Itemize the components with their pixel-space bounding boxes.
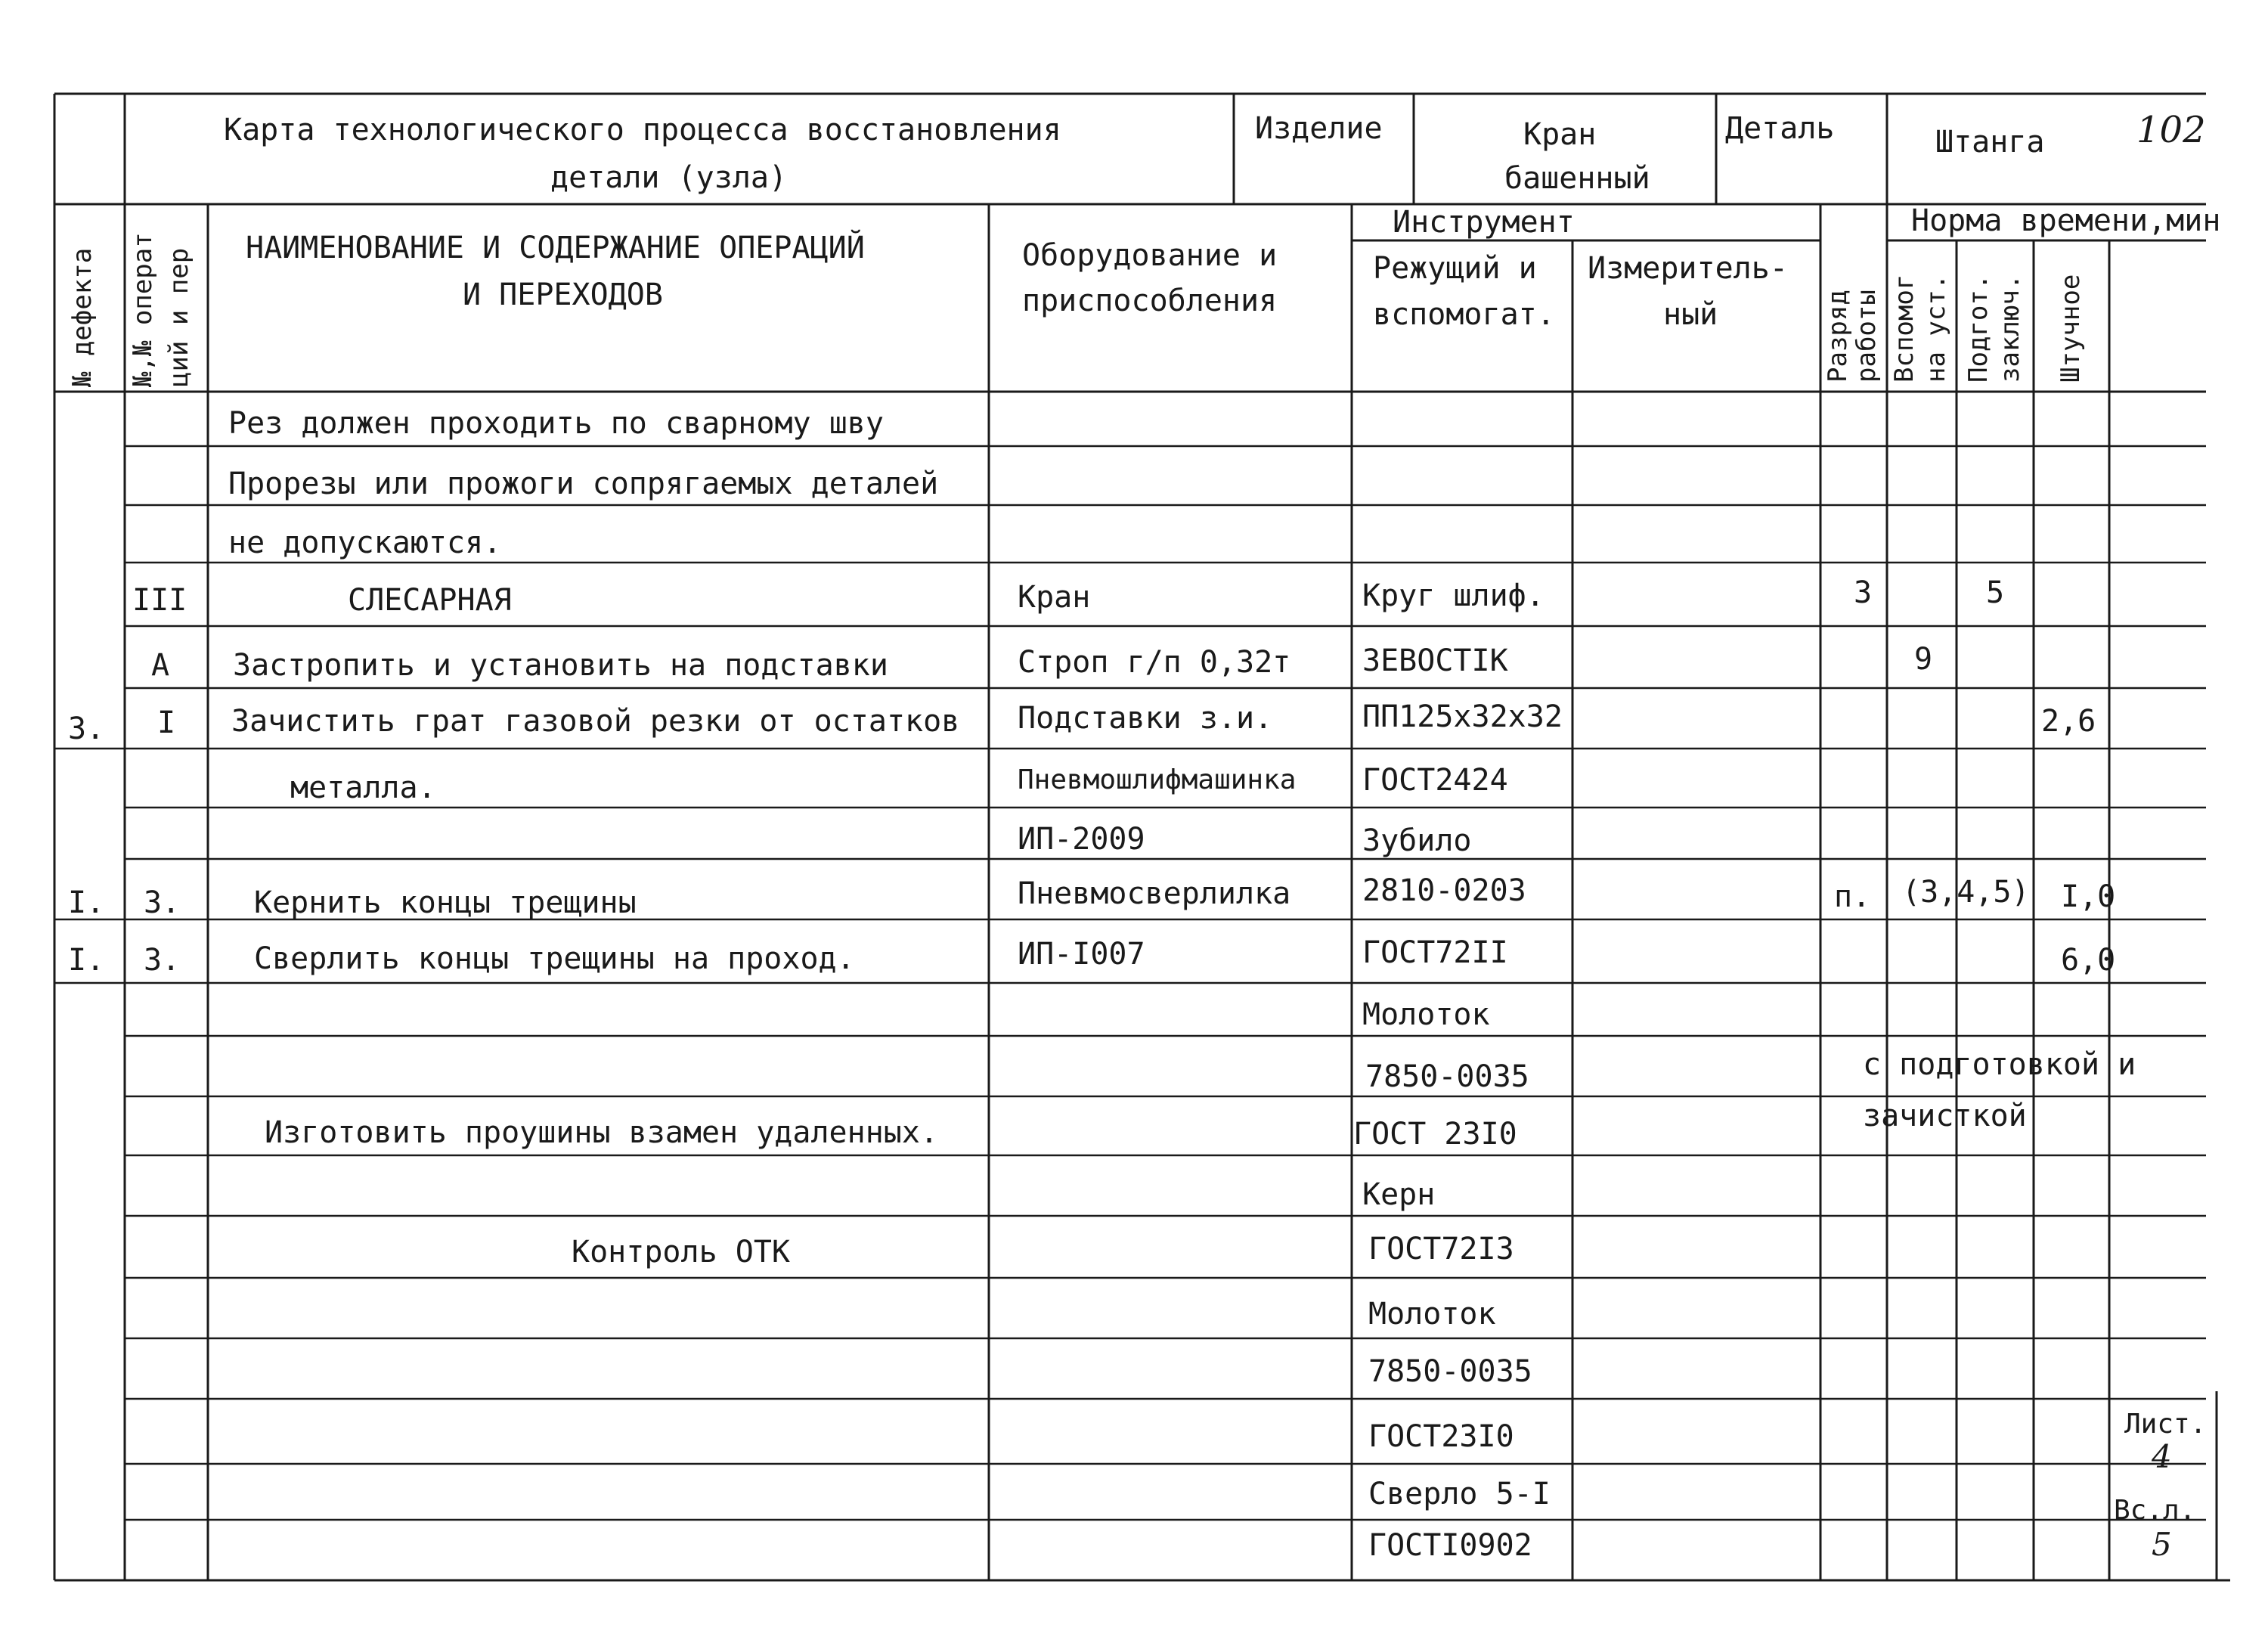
row-equipment: Кран xyxy=(1018,580,1091,615)
row-defect-no: I. xyxy=(68,885,105,920)
row-tool: 2810-0203 xyxy=(1362,873,1526,908)
row-name: Контроль ОТК xyxy=(572,1235,790,1270)
product-value-line1: Кран xyxy=(1523,117,1597,152)
col-defect-no: № дефекта xyxy=(67,247,98,387)
row-tool: ПП125х32х32 xyxy=(1362,699,1563,734)
row-name: Кернить концы трещины xyxy=(254,885,637,920)
row-name: Рез должен проходить по сварному шву xyxy=(228,406,884,441)
row-grade: п. xyxy=(1834,879,1871,914)
row-prep: 5 xyxy=(1986,575,2005,610)
col-equipment-line2: приспособления xyxy=(1022,284,1278,318)
col-tool-group: Инструмент xyxy=(1393,205,1575,240)
row-name: Изготовить проушины взамен удаленных. xyxy=(265,1115,939,1150)
col-name-line2: И ПЕРЕХОДОВ xyxy=(463,277,663,312)
col-time-norm: Норма времени,мин xyxy=(1911,203,2221,238)
product-value-line2: башенный xyxy=(1504,161,1650,196)
row-op-no: I xyxy=(157,705,176,740)
row-piece: I,0 xyxy=(2061,879,2116,914)
time-note-line1: с подготовкой и xyxy=(1863,1047,2136,1082)
row-tool: Круг шлиф. xyxy=(1362,578,1545,613)
col-measuring-line1: Измеритель- xyxy=(1588,251,1788,286)
row-tool: Молоток xyxy=(1362,997,1490,1032)
col-prep-line2: заключ. xyxy=(1995,274,2025,383)
col-grade-line1: Разряд xyxy=(1823,290,1853,383)
part-value: Штанга xyxy=(1935,125,2045,160)
col-name-line1: НАИМЕНОВАНИЕ И СОДЕРЖАНИЕ ОПЕРАЦИЙ xyxy=(246,231,865,265)
row-tool: 7850-0035 xyxy=(1365,1059,1529,1094)
col-grade-line2: работы xyxy=(1851,290,1882,383)
col-measuring-line2: ный xyxy=(1663,297,1718,332)
card-title-line2: детали (узла) xyxy=(550,160,788,195)
total-sheets-value: 5 xyxy=(2152,1526,2172,1563)
row-tool: Молоток xyxy=(1368,1297,1496,1332)
row-tool: ГОСТI0902 xyxy=(1368,1528,1532,1563)
row-tool: ГОСТ72II xyxy=(1362,935,1508,970)
row-tool: Зубило xyxy=(1362,823,1472,858)
row-name: Застропить и установить на подставки xyxy=(233,648,888,683)
row-op-no: 3. xyxy=(144,943,181,978)
row-piece: 2,6 xyxy=(2041,704,2096,739)
row-equipment: Строп г/п 0,32т xyxy=(1018,645,1291,680)
row-name: не допускаются. xyxy=(228,525,502,560)
total-sheets-label: Вс.л. xyxy=(2114,1495,2196,1526)
row-tool: ЗЕВОСТIК xyxy=(1362,643,1508,678)
row-grade: 3 xyxy=(1854,575,1873,610)
col-equipment-line1: Оборудование и xyxy=(1022,238,1278,273)
sheet-value: 4 xyxy=(2152,1438,2172,1475)
page-number: 102 xyxy=(2136,109,2206,151)
row-equipment: ИП-2009 xyxy=(1018,822,1145,857)
row-tool: ГОСТ72I3 xyxy=(1368,1232,1514,1266)
col-piece-time: Штучное xyxy=(2056,274,2086,383)
col-aux-line2: на уст. xyxy=(1921,274,1951,383)
row-name: Зачистить грат газовой резки от остатков xyxy=(231,704,960,739)
row-equipment: Подставки з.и. xyxy=(1018,701,1273,736)
sheet-label: Лист. xyxy=(2124,1409,2207,1440)
col-aux-line1: Вспомог xyxy=(1889,274,1919,383)
row-name: Прорезы или прожоги сопрягаемых деталей xyxy=(228,467,939,501)
row-name: СЛЕСАРНАЯ xyxy=(348,583,512,618)
col-op-no-line2: ций и пер xyxy=(164,247,194,387)
col-op-no-line1: №,№ операт xyxy=(128,232,158,387)
row-tool: Сверло 5-I xyxy=(1368,1477,1551,1511)
row-piece: 6,0 xyxy=(2061,943,2116,978)
row-equipment: Пневмошлифмашинка xyxy=(1018,764,1297,795)
row-tool: ГОСТ 23I0 xyxy=(1353,1117,1517,1152)
row-op-no: 3. xyxy=(144,885,181,920)
col-cutting-line2: вспомогат. xyxy=(1373,297,1555,332)
row-op-no: А xyxy=(151,648,170,683)
part-label: Деталь xyxy=(1725,111,1835,146)
row-defect-no: I. xyxy=(68,943,105,978)
card-title-line1: Карта технологического процесса восстановления xyxy=(224,113,1061,147)
row-name: металла. xyxy=(290,770,436,805)
time-note-line2: зачисткой xyxy=(1863,1099,2027,1133)
row-aux: 9 xyxy=(1914,642,1933,677)
row-op-no: III xyxy=(132,583,187,618)
row-tool: 7850-0035 xyxy=(1368,1354,1532,1389)
row-name: Сверлить концы трещины на проход. xyxy=(254,941,855,976)
col-cutting-line1: Режущий и xyxy=(1373,251,1537,286)
row-equipment: Пневмосверлилка xyxy=(1018,876,1291,911)
row-tool: Керн xyxy=(1362,1177,1436,1212)
col-prep-line1: Подгот. xyxy=(1963,274,1994,383)
row-tool: ГОСТ23I0 xyxy=(1368,1419,1514,1454)
row-equipment: ИП-I007 xyxy=(1018,937,1145,972)
row-defect-no: 3. xyxy=(68,711,105,746)
row-tool: ГОСТ2424 xyxy=(1362,763,1508,798)
row-aux: (3,4,5) xyxy=(1902,875,2030,910)
product-label: Изделие xyxy=(1255,111,1383,146)
